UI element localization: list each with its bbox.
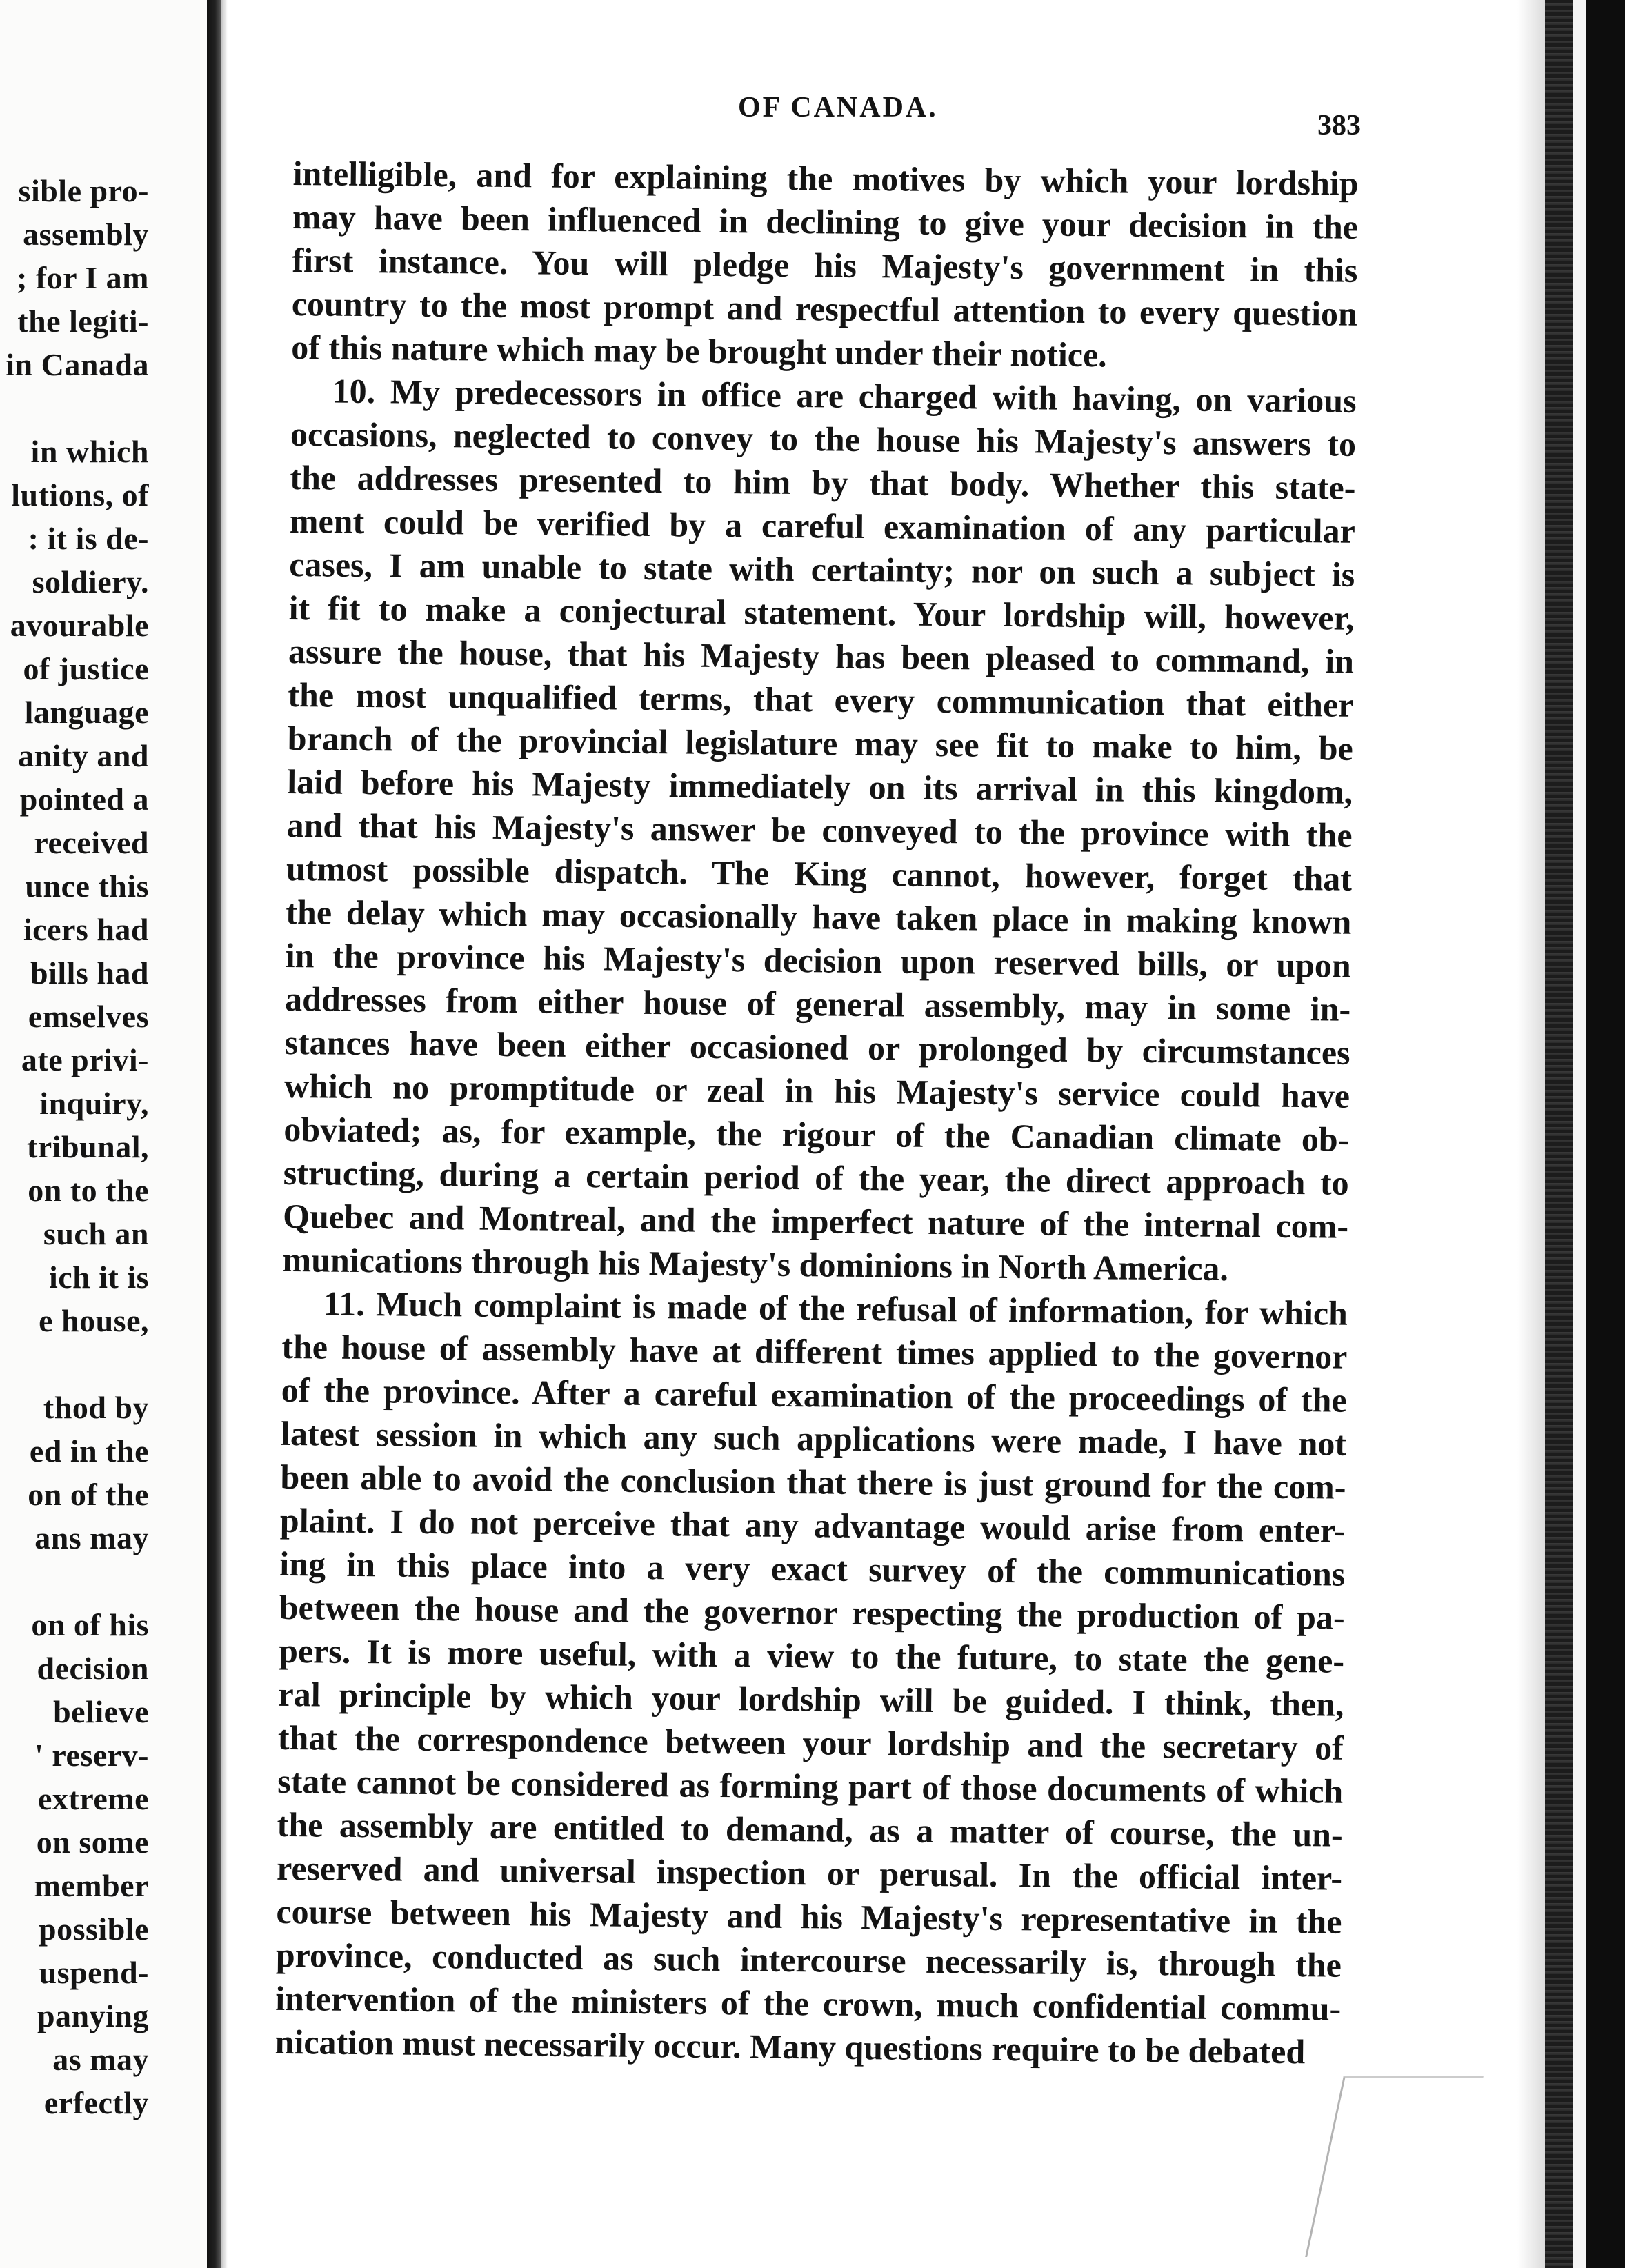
text-line: the house of assembly have at different times applied to the governor xyxy=(281,1326,1348,1376)
text-line: in the province his Majesty's decision upon reserved bills, or upon xyxy=(285,935,1352,985)
facing-page-line: as may xyxy=(52,2042,149,2077)
facing-page-line: bills had xyxy=(30,955,149,991)
facing-page-line: unce this xyxy=(25,868,149,904)
text-line: laid before his Majesty immediately on its arrival in this kingdom, xyxy=(286,762,1353,811)
facing-page-line: thod by xyxy=(43,1390,149,1425)
text-line: been able to avoid the conclusion that there is just ground for the com- xyxy=(280,1457,1346,1506)
text-line: 11. Much complaint is made of the refusal of information, for which xyxy=(323,1284,1348,1333)
text-line: Quebec and Montreal, and the imperfect nature of the internal com- xyxy=(282,1196,1349,1246)
facing-page-line: assembly xyxy=(23,217,149,252)
facing-page-line: sible pro- xyxy=(18,173,149,208)
facing-page-line: ate privi- xyxy=(21,1042,149,1077)
scan-border xyxy=(1586,0,1625,2268)
facing-page-line: of justice xyxy=(23,651,149,686)
facing-page-line: the legiti- xyxy=(17,304,149,339)
text-line: may have been influenced in declining to give your decision in the xyxy=(292,197,1359,246)
text-line: munications through his Majesty's dominions in North America. xyxy=(282,1240,1229,1289)
text-line: addresses from either house of general assembly, may in some in- xyxy=(284,979,1351,1028)
text-line: intervention of the ministers of the crown, much confidential commu- xyxy=(275,1978,1342,2028)
text-line: it fit to make a conjectural statement. Your lordship will, however, xyxy=(288,588,1355,637)
text-line: province, conducted as such intercourse necessarily is, through the xyxy=(275,1935,1342,1984)
facing-page-line: anity and xyxy=(18,738,149,773)
text-line: which no promptitude or zeal in his Majesty's service could have xyxy=(283,1066,1350,1115)
facing-page-line: on some xyxy=(36,1824,149,1860)
text-line: assure the house, that his Majesty has been pleased to command, in xyxy=(288,631,1355,681)
text-line: stances have been either occasioned or prolonged by circumstances xyxy=(284,1022,1350,1072)
page-stack-edge xyxy=(1545,0,1573,2268)
facing-page-line: avourable xyxy=(10,608,149,643)
facing-page-line: ' reserv- xyxy=(34,1738,149,1773)
facing-page-line: panying xyxy=(37,1998,149,2033)
text-line: nication must necessarily occur. Many questions require to be debated xyxy=(275,2022,1306,2071)
text-line: and that his Majesty's answer be conveyed to the province with the xyxy=(286,805,1353,855)
facing-page-line: emselves xyxy=(28,999,149,1034)
page-body xyxy=(275,152,1359,2074)
text-line: of the province. After a careful examination of the proceedings of the xyxy=(281,1370,1347,1420)
text-line: 10. My predecessors in office are charged with having, on various xyxy=(332,371,1357,420)
facing-page-line: decision xyxy=(37,1651,149,1686)
facing-page-line: believe xyxy=(53,1694,149,1729)
text-line: between the house and the governor respecting the production of pa- xyxy=(279,1587,1345,1637)
page-number: 383 xyxy=(1317,110,1361,141)
text-line: branch of the provincial legislature may see fit to make to him, be xyxy=(287,718,1354,768)
facing-page-line xyxy=(6,1342,149,1386)
facing-page-line: soldiery. xyxy=(32,564,149,599)
text-line: obviated; as, for example, the rigour of the Canadian climate ob- xyxy=(283,1109,1350,1159)
facing-page-line: ich it is xyxy=(48,1260,149,1295)
facing-page-line: in Canada xyxy=(6,347,149,382)
facing-page-line: e house, xyxy=(39,1303,149,1338)
facing-page-line: lutions, of xyxy=(11,477,149,513)
text-line: intelligible, and for explaining the motives by which your lordship xyxy=(292,153,1359,203)
text-line: ral principle by which your lordship will be guided. I think, then, xyxy=(278,1674,1344,1724)
page-margin-strip xyxy=(1573,0,1586,2268)
facing-page-line: on to the xyxy=(28,1173,149,1208)
running-head: OF CANADA. xyxy=(738,92,938,123)
facing-page-line: ans may xyxy=(34,1520,149,1555)
text-line: that the correspondence between your lordship and the secretary of xyxy=(277,1718,1344,1767)
text-line: state cannot be considered as forming part of those documents of which xyxy=(277,1761,1344,1811)
page-fold-mark xyxy=(1305,2076,1484,2257)
text-line: latest session in which any such applications were made, I have not xyxy=(280,1413,1347,1463)
facing-page-line: possible xyxy=(39,1911,149,1947)
facing-page-line: ; for I am xyxy=(17,260,149,295)
facing-page-line: pointed a xyxy=(19,782,149,817)
facing-page-line: ed in the xyxy=(29,1433,149,1469)
facing-page-line: icers had xyxy=(23,912,149,947)
facing-page-line: on of his xyxy=(31,1607,149,1642)
facing-page-line: uspend- xyxy=(39,1955,149,1990)
facing-page-line: on of the xyxy=(28,1477,149,1512)
facing-page-line: such an xyxy=(43,1216,149,1251)
facing-page-line: : it is de- xyxy=(28,521,149,556)
gutter-shadow xyxy=(221,0,228,2268)
facing-page-line: inquiry, xyxy=(39,1086,149,1121)
text-line: utmost possible dispatch. The King cannot, however, forget that xyxy=(286,848,1353,898)
text-line: of this nature which may be brought under their notice. xyxy=(291,327,1107,375)
text-line: plaint. I do not perceive that any advantage would arise from enter- xyxy=(279,1500,1346,1550)
text-line: course between his Majesty and his Majesty's representative in the xyxy=(276,1891,1342,1941)
text-line: structing, during a certain period of the year, the direct approach to xyxy=(283,1153,1349,1202)
text-line: pers. It is more useful, with a view to the future, to state the gene- xyxy=(278,1631,1345,1680)
text-line: the addresses presented to him by that body. Whether this state- xyxy=(290,457,1356,507)
facing-page-line: erfectly xyxy=(43,2085,149,2120)
facing-page-line xyxy=(6,1560,149,1603)
text-line: country to the most prompt and respectful attention to every question xyxy=(291,284,1358,333)
text-line: ment could be verified by a careful examination of any particular xyxy=(289,501,1356,550)
text-line: the delay which may occasionally have taken place in making known xyxy=(286,892,1352,942)
facing-page-line: tribunal, xyxy=(26,1129,149,1164)
facing-page-line: language xyxy=(24,695,149,730)
facing-page-line: received xyxy=(34,825,149,860)
book-gutter xyxy=(207,0,221,2268)
text-line: first instance. You will pledge his Majesty's government in this xyxy=(292,240,1358,290)
page-edge-shadow xyxy=(1517,0,1545,2268)
facing-page-line: extreme xyxy=(38,1781,149,1816)
text-line: cases, I am unable to state with certainty; nor on such a subject is xyxy=(288,544,1355,594)
facing-page-line xyxy=(6,386,149,430)
text-line: reserved and universal inspection or perusal. In the official inter- xyxy=(276,1848,1343,1898)
facing-page xyxy=(0,0,207,2268)
facing-page-text xyxy=(6,169,149,2125)
facing-page-line: in which xyxy=(30,434,149,469)
facing-page-line: member xyxy=(34,1868,149,1903)
text-line: the most unqualified terms, that every communication that either xyxy=(288,675,1354,724)
text-line: occasions, neglected to convey to the house his Majesty's answers to xyxy=(290,414,1357,464)
text-line: the assembly are entitled to demand, as a matter of course, the un- xyxy=(277,1804,1343,1854)
text-line: ing in this place into a very exact survey of the communications xyxy=(279,1544,1346,1593)
